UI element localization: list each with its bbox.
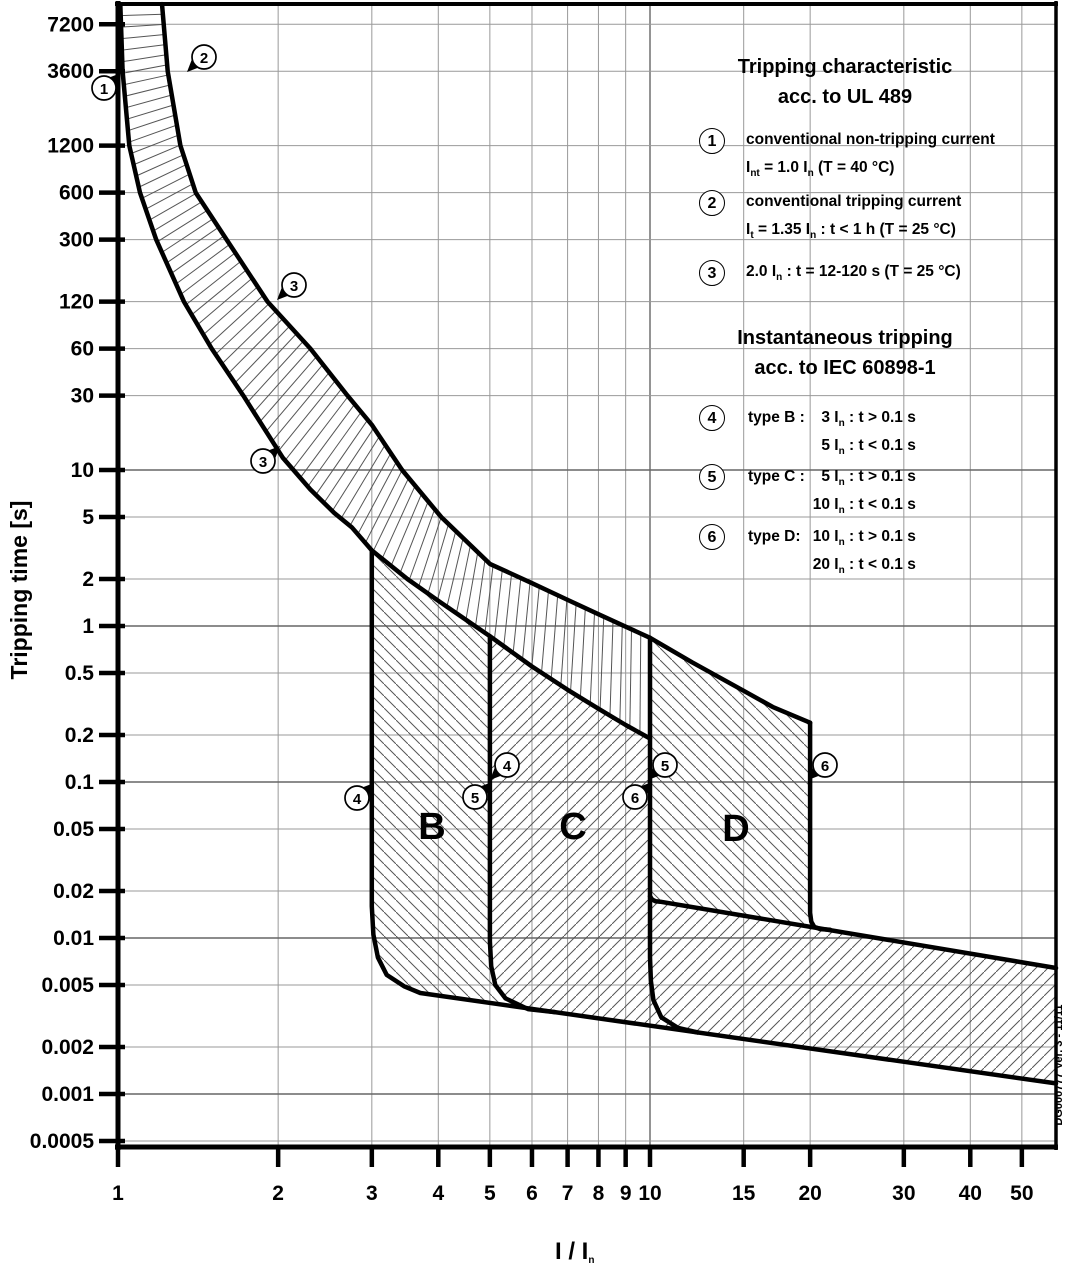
svg-text:0.005: 0.005	[41, 973, 94, 997]
svg-text:60: 60	[70, 337, 94, 361]
svg-text:0.05: 0.05	[53, 817, 94, 841]
region-D	[650, 638, 830, 930]
svg-text:0.01: 0.01	[53, 927, 94, 950]
svg-text:10: 10	[638, 1182, 662, 1205]
svg-text:15: 15	[732, 1182, 756, 1205]
legend-item-5-line2: 10 $I_n$ : t < 0.1 s	[812, 496, 916, 516]
svg-text:6: 6	[630, 790, 640, 807]
curve-marker-3	[251, 446, 280, 473]
legend-circle-4: 4	[699, 405, 725, 431]
svg-text:2: 2	[272, 1182, 284, 1205]
svg-text:1: 1	[99, 81, 109, 98]
legend-item-6-line2: 20 $I_n$ : t < 0.1 s	[812, 556, 916, 576]
legend-circle-6: 6	[699, 524, 725, 550]
svg-text:0.5: 0.5	[64, 661, 94, 685]
legend-item-5-line1: 5 $I_n$ : t > 0.1 s	[821, 468, 916, 488]
svg-text:1: 1	[112, 1182, 124, 1205]
svg-text:5: 5	[660, 758, 670, 775]
legend-item-3-formula: 2.0 $I_n$ : t = 12-120 s (T = 25 °C)	[746, 263, 961, 283]
document-id-watermark: DG000777 Ver. 3 - 11/11	[1053, 1004, 1065, 1126]
svg-text:5: 5	[82, 505, 94, 529]
svg-text:3: 3	[258, 454, 268, 471]
legend-item-2-text: conventional tripping current	[746, 193, 962, 210]
svg-text:30: 30	[70, 384, 94, 408]
legend-circle-2: 2	[699, 190, 725, 216]
legend-item-2-formula: $I_t = 1.35$ $I_n$ : t < 1 h (T = 25 °C)	[746, 221, 956, 241]
svg-text:2: 2	[82, 568, 94, 592]
region-label-D: D	[722, 808, 750, 850]
svg-text:300: 300	[58, 228, 94, 252]
legend-item-1-text: conventional non-tripping current	[746, 131, 995, 148]
svg-text:4: 4	[352, 791, 362, 808]
svg-text:3600: 3600	[47, 60, 94, 84]
svg-text:20: 20	[798, 1182, 822, 1205]
legend-circle-1: 1	[699, 128, 725, 154]
svg-text:0.1: 0.1	[64, 771, 94, 794]
region-label-B: B	[418, 806, 446, 848]
svg-text:6: 6	[820, 758, 830, 775]
iec-title-line1: Instantaneous tripping	[737, 327, 953, 349]
legend-item-6-type: type D:	[748, 528, 801, 545]
svg-text:4: 4	[502, 758, 512, 775]
legend-circle-3: 3	[699, 260, 725, 286]
y-axis-title: Tripping time [s]	[6, 500, 32, 680]
legend-item-4-type: type B :	[748, 409, 805, 426]
svg-text:5: 5	[470, 790, 480, 807]
legend-item-6-line1: 10 $I_n$ : t > 0.1 s	[812, 528, 916, 548]
chart-title-line1: Tripping characteristic	[737, 56, 953, 78]
svg-text:50: 50	[1010, 1182, 1034, 1205]
svg-text:5: 5	[484, 1182, 496, 1205]
svg-text:2: 2	[199, 50, 209, 67]
svg-text:3: 3	[365, 1182, 378, 1205]
svg-text:0.001: 0.001	[41, 1083, 94, 1106]
svg-text:0.002: 0.002	[41, 1036, 94, 1060]
svg-text:6: 6	[526, 1182, 538, 1205]
legend-item-5-type: type C :	[748, 468, 805, 485]
svg-text:7: 7	[561, 1182, 574, 1205]
svg-text:4: 4	[432, 1182, 445, 1205]
svg-text:600: 600	[58, 181, 94, 205]
svg-text:9: 9	[619, 1182, 632, 1205]
svg-text:0.2: 0.2	[64, 724, 94, 748]
curve-marker-2	[187, 45, 216, 72]
svg-text:8: 8	[592, 1182, 605, 1205]
legend-item-4-line2: 5 $I_n$ : t < 0.1 s	[821, 437, 916, 457]
svg-text:30: 30	[892, 1182, 916, 1205]
svg-text:7200: 7200	[47, 13, 94, 37]
svg-text:40: 40	[958, 1182, 982, 1205]
legend-item-4-line1: 3 $I_n$ : t > 0.1 s	[821, 409, 916, 429]
svg-text:10: 10	[70, 459, 94, 482]
svg-text:1200: 1200	[47, 134, 94, 158]
svg-text:1: 1	[82, 615, 94, 638]
chart-title-line2: acc. to UL 489	[777, 86, 913, 108]
svg-text:0.02: 0.02	[53, 880, 94, 904]
iec-title-line2: acc. to IEC 60898-1	[754, 357, 936, 379]
svg-text:0.0005: 0.0005	[29, 1129, 94, 1153]
svg-text:120: 120	[58, 290, 94, 314]
legend-circle-5: 5	[699, 464, 725, 490]
region-label-C: C	[559, 806, 587, 848]
legend-item-1-formula: $I_{nt} = 1.0$ $I_n$ (T = 40 °C)	[746, 159, 895, 179]
curve-marker-3	[277, 273, 306, 300]
x-axis-title: I / $I_n$	[555, 1238, 595, 1266]
svg-text:3: 3	[289, 278, 299, 295]
